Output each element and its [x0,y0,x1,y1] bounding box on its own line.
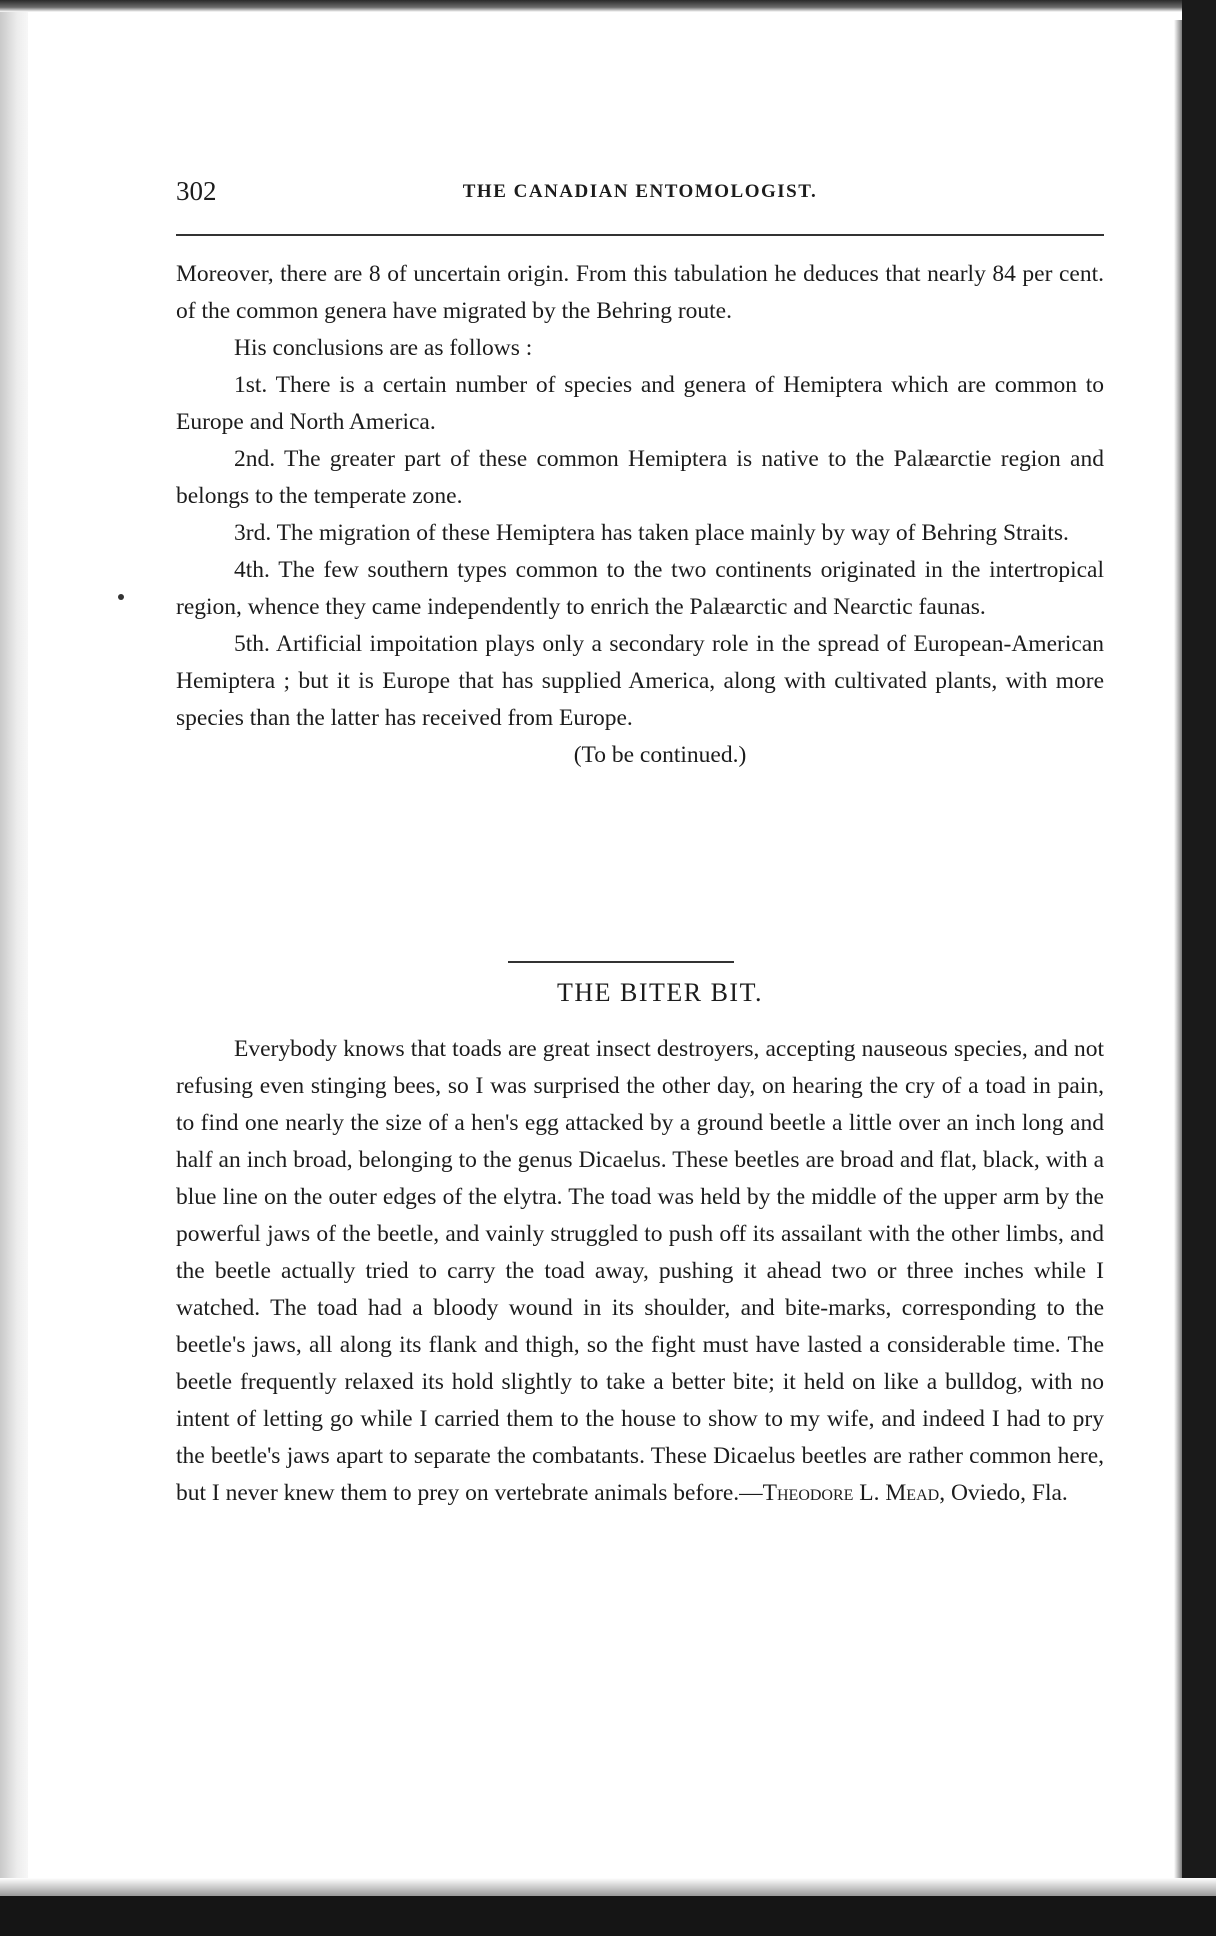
article-biter-bit [176,1031,1104,1512]
author-location: , Oviedo, Fla. [939,1480,1068,1506]
page-spine-shadow [0,0,28,1936]
to-be-continued: (To be continued.) [573,742,747,768]
article-continuation [176,256,1104,774]
author-name: Theodore L. Mead [762,1480,940,1506]
conclusion-2: 2nd. The greater part of these common Hemiptera is native to the Palæarctie region and belongs to the temperate zone. [176,446,1104,509]
conclusion-1: 1st. There is a certain number of species and genera of Hemiptera which are common to Europe and North America. [176,372,1104,435]
section-divider [508,961,734,963]
page-header [176,176,1104,216]
conclusion-5: 5th. Artificial impoitation plays only a secondary role in the spread of European-American Hemiptera ; but it is Europe that has supplied America, along with cultivated plants, with more species than the latter has received from Europe. [176,631,1104,731]
article-body-text: Everybody knows that toads are great insect destroyers, accepting nauseous species, and not refusing even stinging bees, so I was surprised the other day, on hearing the cry of a toad in pain, to find one nearly the size of a hen's egg attacked by a ground beetle a little over an inch long and half an inch broad, belonging to the genus Dicaelus. These beetles are broad and flat, black, with a blue line on the outer edges of the elytra. The toad was held by the middle of the upper arm by the powerful jaws of the beetle, and vainly struggled to push off its assailant with the other limbs, and the beetle actually tried to carry the toad away, pushing it ahead two or three inches while I watched. The toad had a bloody wound in its shoulder, and bite-marks, corresponding to the beetle's jaws, all along its flank and thigh, so the fight must have lasted a considerable time. The beetle frequently relaxed its hold slightly to take a better bite; it held on like a bulldog, with no intent of letting go while I carried them to the house to show to my wife, and indeed I had to pry the beetle's jaws apart to separate the combatants. These Dicaelus beetles are rather common here, but I never knew them to prey on vertebrate animals before. [176,1036,1104,1506]
margin-mark [118,594,124,600]
scan-bottom-border [0,1896,1216,1936]
conclusion-3: 3rd. The migration of these Hemiptera has taken place mainly by way of Behring Straits. [234,520,1069,546]
signature-dash: — [739,1480,763,1506]
header-rule [176,234,1104,236]
page-bottom-shadow [0,1878,1216,1896]
paragraph-conclusions-lead: His conclusions are as follows : [234,335,533,361]
page-right-shadow [1174,20,1182,1920]
article-title: THE BITER BIT. [556,978,764,1007]
running-title: THE CANADIAN ENTOMOLOGIST. [462,181,818,202]
paragraph-intro: Moreover, there are 8 of uncertain origin. From this tabulation he deduces that nearly 84 per cent. of the common genera have migrated by the Behring route. [176,261,1104,324]
scan-right-border [1182,0,1216,1936]
page-number: 302 [176,176,217,206]
article-body [176,1031,1104,1512]
conclusion-4: 4th. The few southern types common to the two continents originated in the intertropical region, whence they came independently to enrich the Palæarctic and Nearctic faunas. [176,557,1104,620]
scan-top-edge [0,0,1216,12]
